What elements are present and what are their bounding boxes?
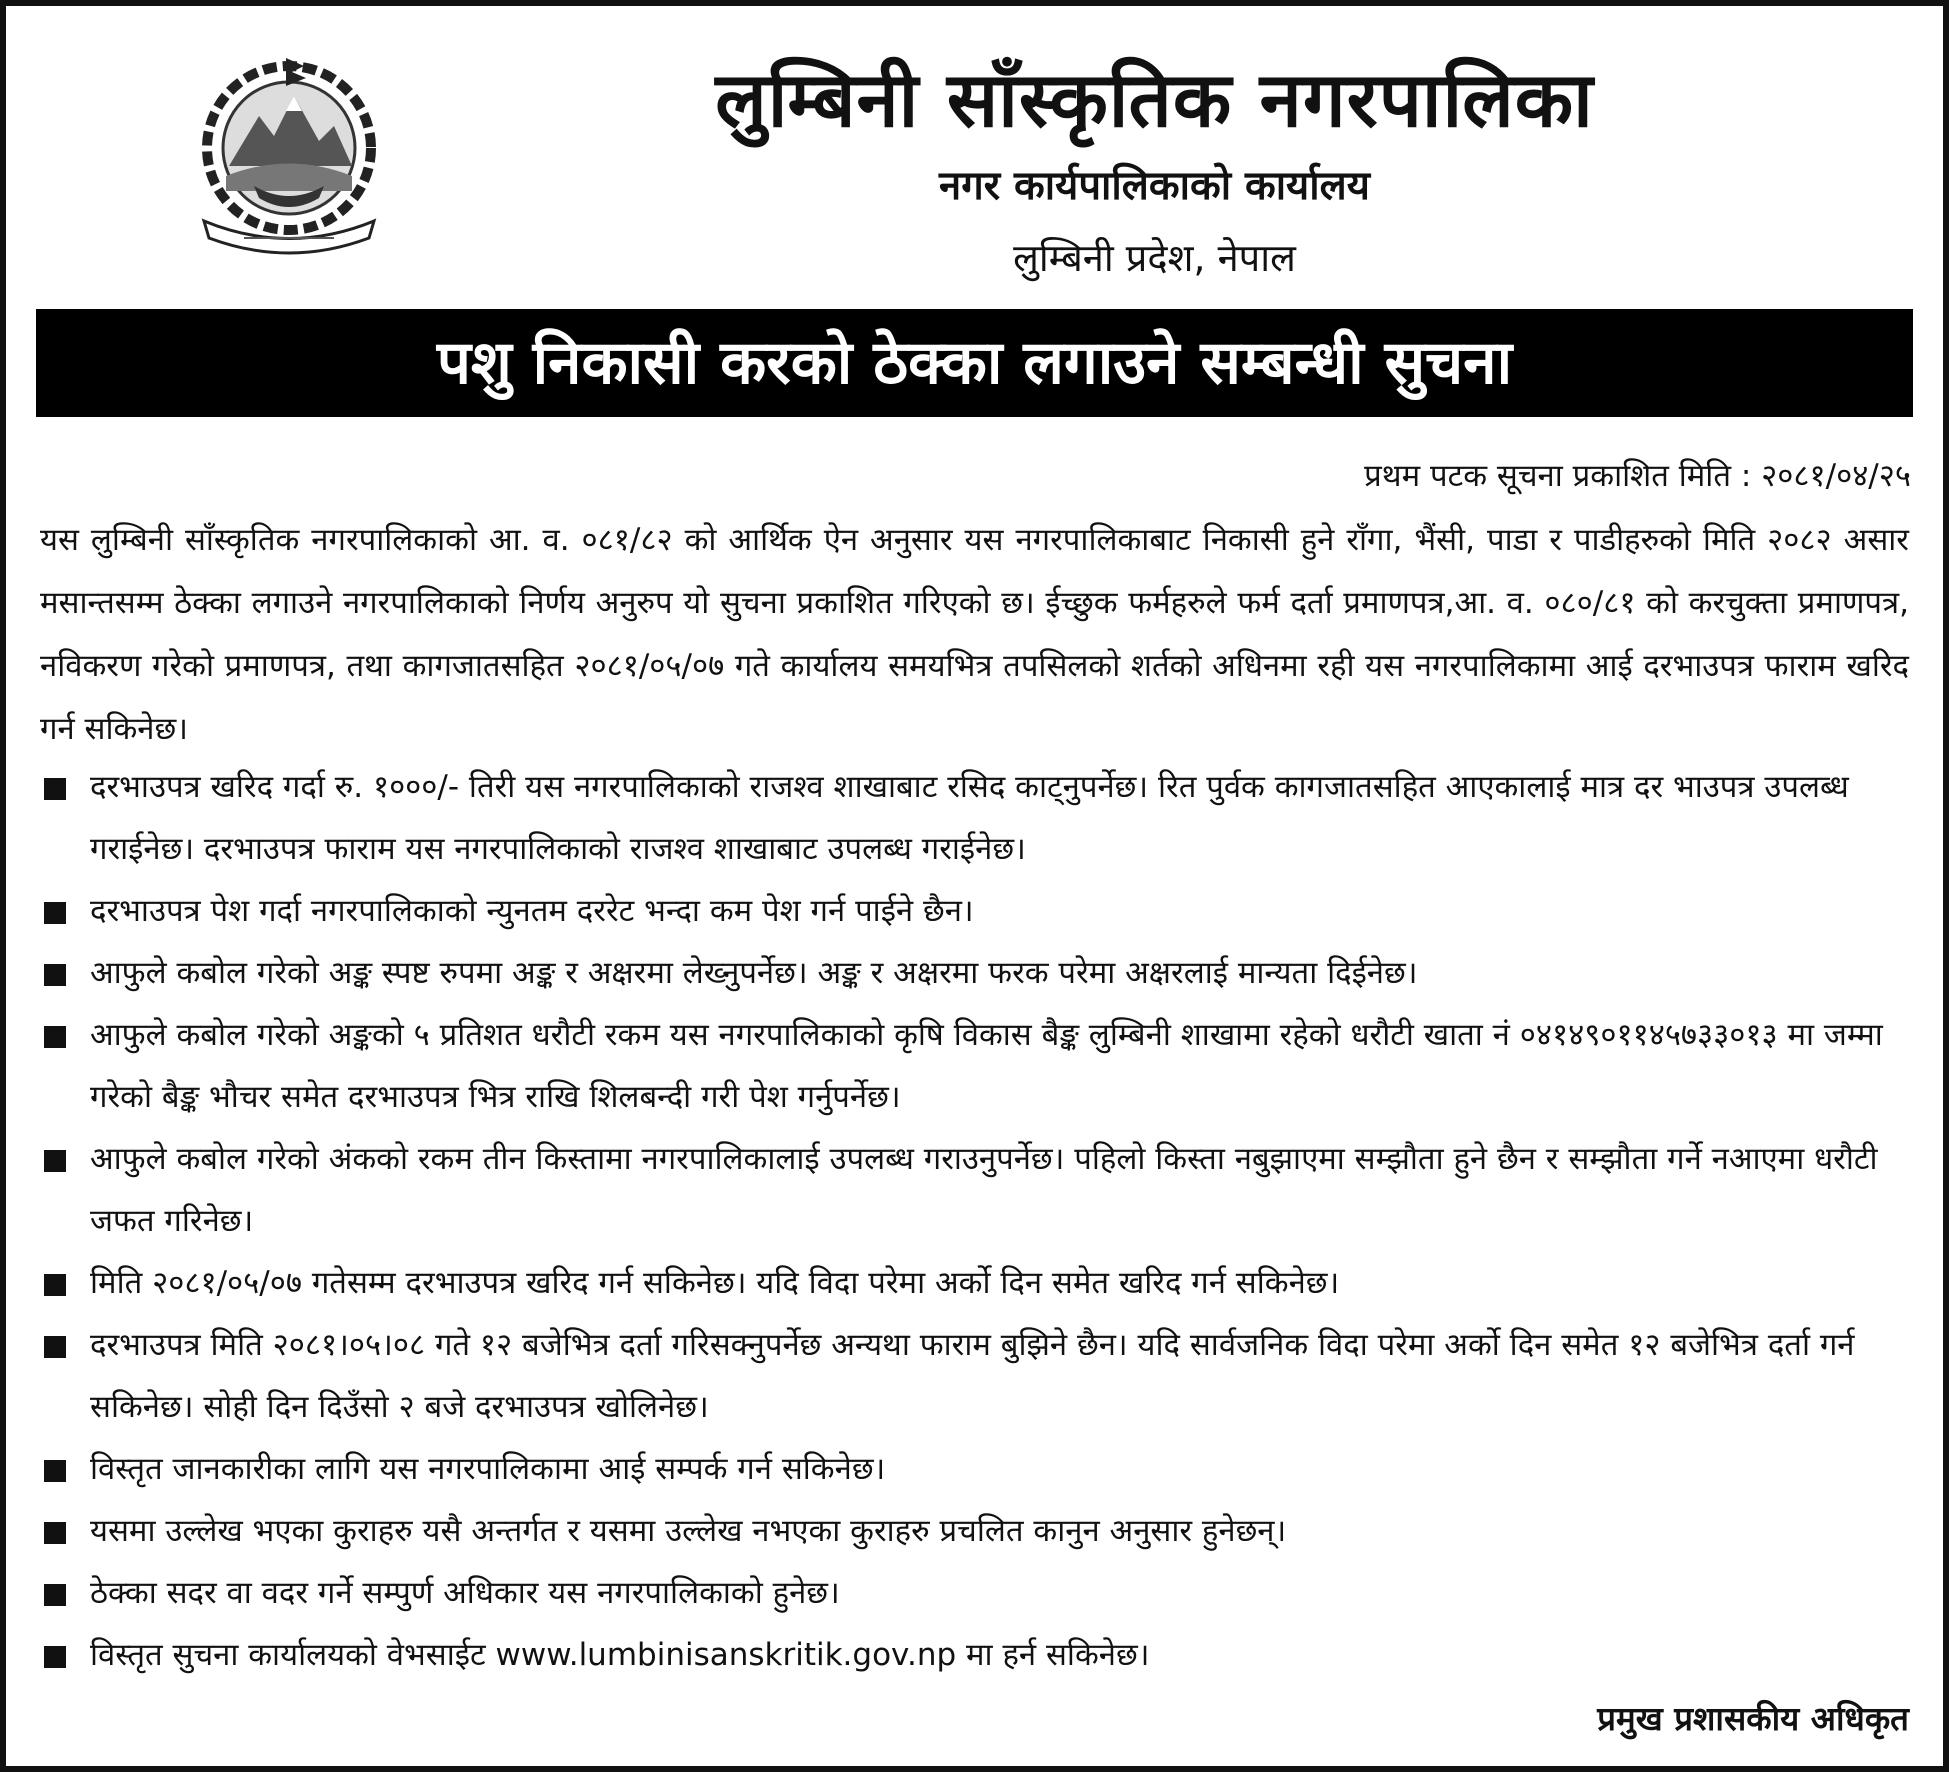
- list-item: [40, 1128, 1909, 1252]
- square-bullet-icon: [44, 1336, 66, 1358]
- list-item: [40, 1314, 1909, 1438]
- municipality-title: लुम्बिनी साँस्कृतिक नगरपालिका: [715, 55, 1594, 144]
- nepal-government-emblem-icon: [174, 56, 404, 256]
- square-bullet-icon: [44, 964, 66, 986]
- list-item-text: विस्तृत सुचना कार्यालयको वेभसाईट www.lumbinisanskritik.gov.np मा हर्न सकिनेछ।: [90, 1637, 1150, 1673]
- list-item-text: ठेक्का सदर वा वदर गर्ने सम्पुर्ण अधिकार यस नगरपालिकाको हुनेछ।: [90, 1575, 840, 1611]
- list-item-text: आफुले कबोल गरेको अङ्कको ५ प्रतिशत धरौटी रकम यस नगरपालिकाको कृषि विकास बैङ्क लुम्बिनी शाखामा रहेको धरौटी खाता नं ०४१४९०११४५७३३०१३ मा जम्मा गरेको बैङ्क भौचर समेत दरभाउपत्र भित्र राखि शिलबन्दी गरी पेश गर्नुपर्नेछ।: [90, 1017, 1883, 1115]
- list-item: [40, 756, 1909, 880]
- list-item-text: यसमा उल्लेख भएका कुराहरु यसै अन्तर्गत र यसमा उल्लेख नभएका कुराहरु प्रचलित कानुन अनुसार हुनेछन्।: [90, 1513, 1287, 1549]
- list-item: [40, 1500, 1909, 1562]
- list-item: [40, 1624, 1909, 1686]
- list-item: [40, 942, 1909, 1004]
- square-bullet-icon: [44, 1460, 66, 1482]
- list-item: [40, 1252, 1909, 1314]
- list-item-text: मिति २०८१/०५/०७ गतेसम्म दरभाउपत्र खरिद गर्न सकिनेछ। यदि विदा परेमा अर्को दिन समेत खरिद गर्न सकिनेछ।: [90, 1265, 1340, 1301]
- square-bullet-icon: [44, 1274, 66, 1296]
- signature-title: प्रमुख प्रशासकीय अधिकृत: [1597, 1699, 1909, 1738]
- terms-list: [40, 756, 1909, 1686]
- square-bullet-icon: [44, 778, 66, 800]
- publish-date: प्रथम पटक सूचना प्रकाशित मिति : २०८१/०४/२५: [1364, 458, 1911, 494]
- square-bullet-icon: [44, 1026, 66, 1048]
- list-item-text: विस्तृत जानकारीका लागि यस नगरपालिकामा आई सम्पर्क गर्न सकिनेछ।: [90, 1451, 886, 1487]
- list-item: [40, 880, 1909, 942]
- list-item-text: दरभाउपत्र मिति २०८१।०५।०८ गते १२ बजेभित्र दर्ता गरिसक्नुपर्नेछ अन्यथा फाराम बुझिने छैन। यदि सार्वजनिक विदा परेमा अर्को दिन समेत १२ बजेभित्र दर्ता गर्न सकिनेछ। सोही दिन दिउँसो २ बजे दरभाउपत्र खोलिनेछ।: [90, 1327, 1855, 1425]
- square-bullet-icon: [44, 1150, 66, 1172]
- office-subtitle: नगर कार्यपालिकाको कार्यालय: [939, 163, 1370, 209]
- list-item-text: आफुले कबोल गरेको अंकको रकम तीन किस्तामा नगरपालिकालाई उपलब्ध गराउनुपर्नेछ। पहिलो किस्ता नबुझाएमा सम्झौता हुने छैन र सम्झौता गर्ने नआएमा धरौटी जफत गरिनेछ।: [90, 1141, 1878, 1239]
- square-bullet-icon: [44, 1646, 66, 1668]
- notice-title-banner: पशु निकासी करको ठेक्का लगाउने सम्बन्धी सुचना: [36, 309, 1913, 417]
- list-item: [40, 1438, 1909, 1500]
- notice-intro-paragraph: यस लुम्बिनी साँस्कृतिक नगरपालिकाको आ. व. ०८१/८२ को आर्थिक ऐन अनुसार यस नगरपालिकाबाट निकासी हुने राँगा, भैंसी, पाडा र पाडीहरुको मिति २०८२ असार मसान्तसम्म ठेक्का लगाउने नगरपालिकाको निर्णय अनुरुप यो सुचना प्रकाशित गरिएको छ। ईच्छुक फर्महरुले फर्म दर्ता प्रमाणपत्र,आ. व. ०८०/८१ को करचुक्ता प्रमाणपत्र, नविकरण गरेको प्रमाणपत्र, तथा कागजातसहित २०८१/०५/०७ गते कार्यालय समयभित्र तपसिलको शर्तको अधिनमा रही यस नगरपालिकामा आई दरभाउपत्र फाराम खरिद गर्न सकिनेछ।: [40, 522, 1909, 747]
- list-item: [40, 1562, 1909, 1624]
- list-item-text: दरभाउपत्र खरिद गर्दा रु. १०००/- तिरी यस नगरपालिकाको राजश्व शाखाबाट रसिद काट्नुपर्नेछ। रित पुर्वक कागजातसहित आएकालाई मात्र दर भाउपत्र उपलब्ध गराईनेछ। दरभाउपत्र फाराम यस नगरपालिकाको राजश्व शाखाबाट उपलब्ध गराईनेछ।: [90, 769, 1849, 867]
- square-bullet-icon: [44, 1522, 66, 1544]
- list-item: [40, 1004, 1909, 1128]
- province-location: लुम्बिनी प्रदेश, नेपाल: [1013, 236, 1296, 280]
- list-item-text: आफुले कबोल गरेको अङ्क स्पष्ट रुपमा अङ्क र अक्षरमा लेख्नुपर्नेछ। अङ्क र अक्षरमा फरक परेमा अक्षरलाई मान्यता दिईनेछ।: [90, 955, 1418, 991]
- square-bullet-icon: [44, 1584, 66, 1606]
- list-item-text: दरभाउपत्र पेश गर्दा नगरपालिकाको न्युनतम दररेट भन्दा कम पेश गर्न पाईने छैन।: [90, 893, 974, 929]
- square-bullet-icon: [44, 902, 66, 924]
